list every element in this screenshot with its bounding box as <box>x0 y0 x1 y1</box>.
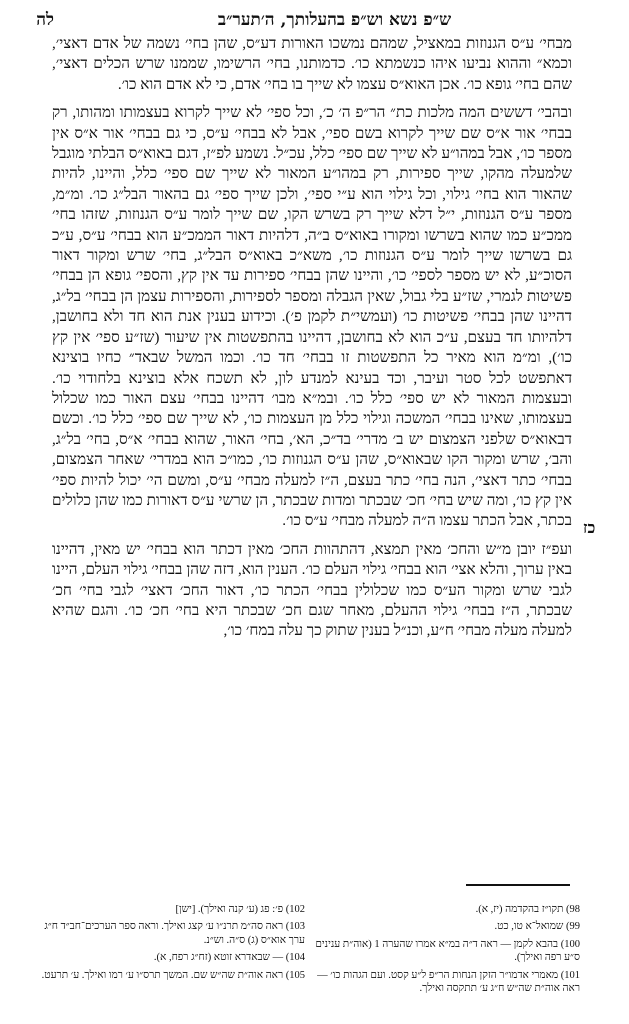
footnotes <box>40 903 580 999</box>
footnote: 102) פ׳: פג (ע׳ קנה ואילך). [ישן] <box>175 904 305 915</box>
footnote: 99) שמואל־א טו, כט. <box>494 921 580 933</box>
section-marker: כז <box>583 518 596 537</box>
footnote: 98) תקו״ז בהקדמה (יז, א). <box>475 904 580 915</box>
page-header <box>14 8 615 32</box>
main-text <box>52 34 572 650</box>
running-title: ש״פ נשא וש״פ בהעלותך, ה׳תער״ב <box>217 10 452 30</box>
footnote-divider <box>466 884 570 886</box>
footnote: 105) ראה אוה״ת שה״ש שם. המשך תרס״ו ע׳ רמו ואילך. ע׳ תרעט. <box>41 969 305 981</box>
page-number: לה <box>36 10 54 30</box>
paragraph: מבחי׳ ע״ס הגנוזות במאציל, שמהם נמשכו האורות דע״ס, שהן בחי׳ נשמה של אדם דאצי׳, וכמא״ וההוא נביעו איהו כנשמתא כו׳. כדמותנו, בחי׳ הרשימו, שממנו שרש הכלים דאצי׳, שהם בחי׳ גופא כו׳. אכן האוא״ס עצמו לא שייך בו בחי׳ אדם, כי לא אדם הוא כו׳. <box>52 35 572 93</box>
footnote: 103) ראה סה״מ תרנ״ו ע׳ קצג ואילך. וראה ספר הערכים־חב״ד ח״ג ערך אוא״ס (ג) ס״ה. וש״נ. <box>44 921 305 946</box>
footnote: 104) — שבאדרא זוטא (זח״ג רפח, א). <box>153 952 305 964</box>
footnote: 100) בהבא לקמן — ראה ד״ה במ״א אמרו שהערה 1 (אוה״ת ענינים ס״ע רפה ואילך). <box>315 938 580 964</box>
footnote: 101) מאמרי אדמו״ר הזקן הנחות הר״פ ל״ע קסט. ועם הגהות כו׳ — ראה אוה״ת שה״ש ח״ג ע׳ תתקסה ואילך. <box>317 969 580 995</box>
paragraph: ובהבי׳ דששים המה מלכות כת״ הר״פ ה׳ כ׳, וכל ספי׳ לא שייך לקרוא בעצמותו ומהותו, רק בבחי׳ אור א״ס שם שייך לקרוא בשם ספי׳, אבל לא בבחי׳ ע״ס, כי גם בבחי׳ אור א״ס אין מספר כו׳, אבל במהו״ע לא שייך שם ספי׳ כלל, עכ״ל. נשמע לפ״ז, דגם באוא״ס הבלתי מוגבל שלמעלה מהקו, שייך ספירות, רק במהו״ע המאור לא שייך שם ספי׳ כלל, והיינו, להיות שהאור הוא בחי׳ גילוי, וכל גילוי הוא ע״י ספי׳, ולכן שייך ספי׳ גם בהאור הבל״ג כו׳. ומ״מ, מספר ע״ס הגנוזות, י״ל דלא שייך רק בשרש הקו, שם שייך לומר ע״ס הגנוזות, שזהו בחי׳ ממכ״ע כמו שהוא בשרשו ומקורו באוא״ס ב״ה, דלהיות דאור הממכ״ע הוא בבחי׳ ע״ס, ע״כ גם בשרשו שייך לומר ע״ס הגנוזות כו׳, משא״כ באוא״ס הבל״ג, בחי׳ שרש ומקור דאור הסוכ״ע, לא יש מספר לספי׳ כו׳, והיינו שהן בבחי׳ ספירות עד אין קץ, והספי׳ גופא הן בבחי׳ פשיטות לגמרי, שז״ע בלי גבול, שאין הגבלה ומספר לספירות, והספירות עצמן הן בבחי׳ בל״ג, דהיינו שהן בבחי׳ פשיטות כו׳ (ועמשי״ת לקמן פ׳). וכידוע בענין אנת הוא חד ולא בחושבן, דלהיותו חד בעצם, ע״כ הוא לא בחושבן, דהיינו בהתפשטות אין שיעור (שז״ע ספי׳ אין קץ כו׳), ומ״מ הוא מאיר כל התפשטות זו בבחי׳ חד כו׳. וכמו המשל שבאד״ כחיו בוצינא דאתפשט לכל סטר ועיבר, וכד בעינא למנדע לון, לא תשכח אלא בוצינא בלחודוי כו׳. ובעצמות המאור לא יש ספי׳ כלל כו׳. ובמ״א מבו׳ דהיינו בבחי׳ עצם האור כמו שכלול בעצמותו, שאינו בבחי׳ המשכה וגילוי כלל מן העצמות כו׳, לא שייך שם ספי׳ כלל כו׳. וכשם דבאוא״ס שלפני הצמצום יש ב׳ מדרי׳ בד״כ, הא׳, בחי׳ האור, שהוא בבחי׳ א״ס, בחי׳ בל״ג, והב׳, שרש ומקור הקו שבאוא״ס, שהן ע״ס הגנוזות כו׳, כמו״כ הוא במדרי׳ שאחר הצמצום, בבחי׳ כתר דאצי׳, הנה בחי׳ כתר בעצם, ה״ז למעלה מבחי׳ ע״ס, ומשם הי׳ יכול להיות ספי׳ אין קץ כו׳, ומה שיש בחי׳ חכ׳ שבכתר ומדות שבכתר, הן שרשי ע״ס דאורות כמו שהן כלולים בכתר, אבל הכתר עצמו ה״ה למעלה מבחי׳ ע״ס כו׳. <box>52 104 572 530</box>
footnotes-left-column <box>40 903 305 999</box>
footnotes-right-column <box>315 903 580 999</box>
paragraph: ועפ״ז יובן מ״ש והחכ׳ מאין תמצא, דהתהוות החכ׳ מאין דכתר הוא בבחי׳ יש מאין, דהיינו באין ערוך, והלא אצי׳ הוא בבחי׳ גילוי העלם כו׳. הענין הוא, דזה שהן בבחי׳ גילוי העלם, היינו לגבי שרש ומקור הע״ס כמו שכלולין בבחי׳ הכתר כו׳, דאור החכ׳ דאצי׳ לגבי בחי׳ חכ׳ שבכתר, ה״ז בבחי׳ גילוי ההעלם, מאחר שגם חכ׳ שבכתר היא בחי׳ חכ׳ כו׳. והגם שהיא למעלה מעלה מבחי׳ ח״ע, וכנ״ל בענין שתוק כך עלה במח׳ כו׳, <box>52 540 572 640</box>
